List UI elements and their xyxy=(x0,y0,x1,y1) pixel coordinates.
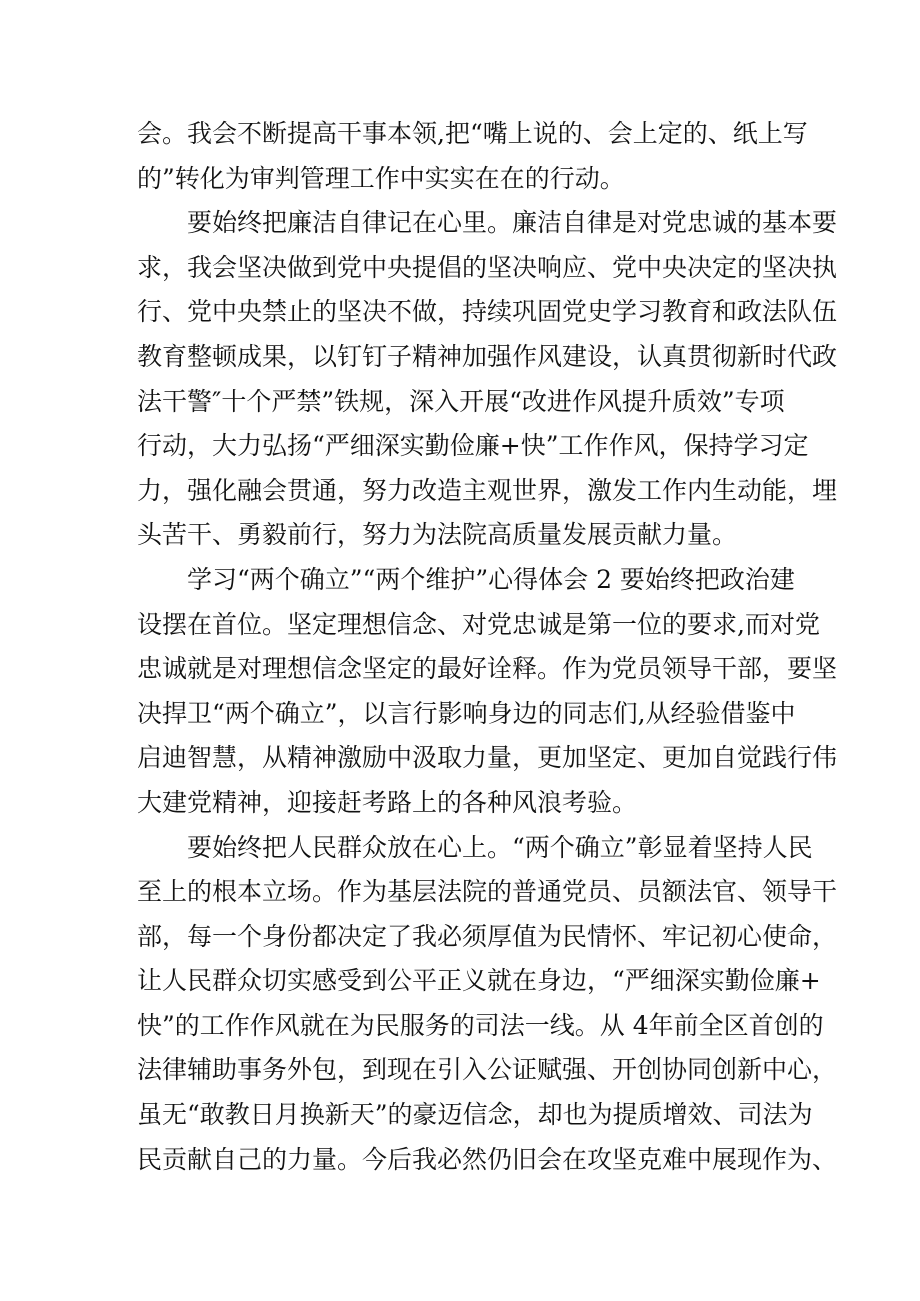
text-line: 虽无“敢教日月换新天”的豪迈信念，却也为提质增效、司法为 xyxy=(137,1100,813,1130)
text-line: 头苦干、勇毅前行，努力为法院高质量发展贡献力量。 xyxy=(137,520,738,550)
text-line: 启迪智慧，从精神激励中汲取力量，更加坚定、更加自觉践行伟 xyxy=(137,743,838,773)
text-line: 快”的工作作风就在为民服务的司法一线。从 4年前全区首创的 xyxy=(137,1010,824,1040)
body-text xyxy=(137,112,838,1182)
text-line: 会。我会不断提高干事本领,把“嘴上说的、会上定的、纸上写 xyxy=(137,119,808,148)
text-line: 决捍卫“两个确立”，以言行影响身边的同志们,从经验借鉴中 xyxy=(137,698,796,728)
paragraph-start-line: 要始终把人民群众放在心上。“两个确立”彰显着坚持人民 xyxy=(187,832,813,862)
text-line: 让人民群众切实感受到公平正义就在身边，“严细深实勤俭廉+ xyxy=(137,966,821,996)
text-line: 大建党精神，迎接赶考路上的各种风浪考验。 xyxy=(137,787,638,817)
text-line: 法干警″十个严禁”铁规，深入开展“改进作风提升质效”专项 xyxy=(137,386,785,416)
text-line: 力，强化融会贯通，努力改造主观世界，激发工作内生动能，埋 xyxy=(137,475,838,505)
text-line: 部，每一个身份都决定了我必须厚值为民情怀、牢记初心使命， xyxy=(137,921,838,951)
text-line: 求，我会坚决做到党中央提倡的坚决响应、党中央决定的坚决执 xyxy=(137,252,838,282)
paragraph-start-line: 学习“两个确立”“两个维护”心得体会 2 要始终把政治建 xyxy=(187,564,795,594)
text-line: 忠诚就是对理想信念坚定的最好诠释。作为党员领导干部，要坚 xyxy=(137,654,838,684)
text-line: 至上的根本立场。作为基层法院的普通党员、员额法官、领导干 xyxy=(137,877,838,907)
text-line: 设摆在首位。坚定理想信念、对党忠诚是第一位的要求,而对党 xyxy=(137,609,820,639)
paragraph-start-line: 要始终把廉洁自律记在心里。廉洁自律是对党忠诚的基本要 xyxy=(187,208,838,238)
text-line: 民贡献自己的力量。今后我必然仍旧会在攻坚克难中展现作为、 xyxy=(137,1144,838,1174)
text-line: 行、党中央禁止的坚决不做，持续巩固党史学习教育和政法队伍 xyxy=(137,297,838,327)
text-line: 法律辅助事务外包，到现在引入公证赋强、开创协同创新中心， xyxy=(137,1055,838,1085)
text-line: 的”转化为审判管理工作中实实在在的行动。 xyxy=(137,163,625,193)
text-line: 教育整顿成果，以钉钉子精神加强作风建设，认真贯彻新时代政 xyxy=(137,341,838,371)
text-line: 行动，大力弘扬“严细深实勤俭廉+快”工作作风，保持学习定 xyxy=(137,431,809,461)
